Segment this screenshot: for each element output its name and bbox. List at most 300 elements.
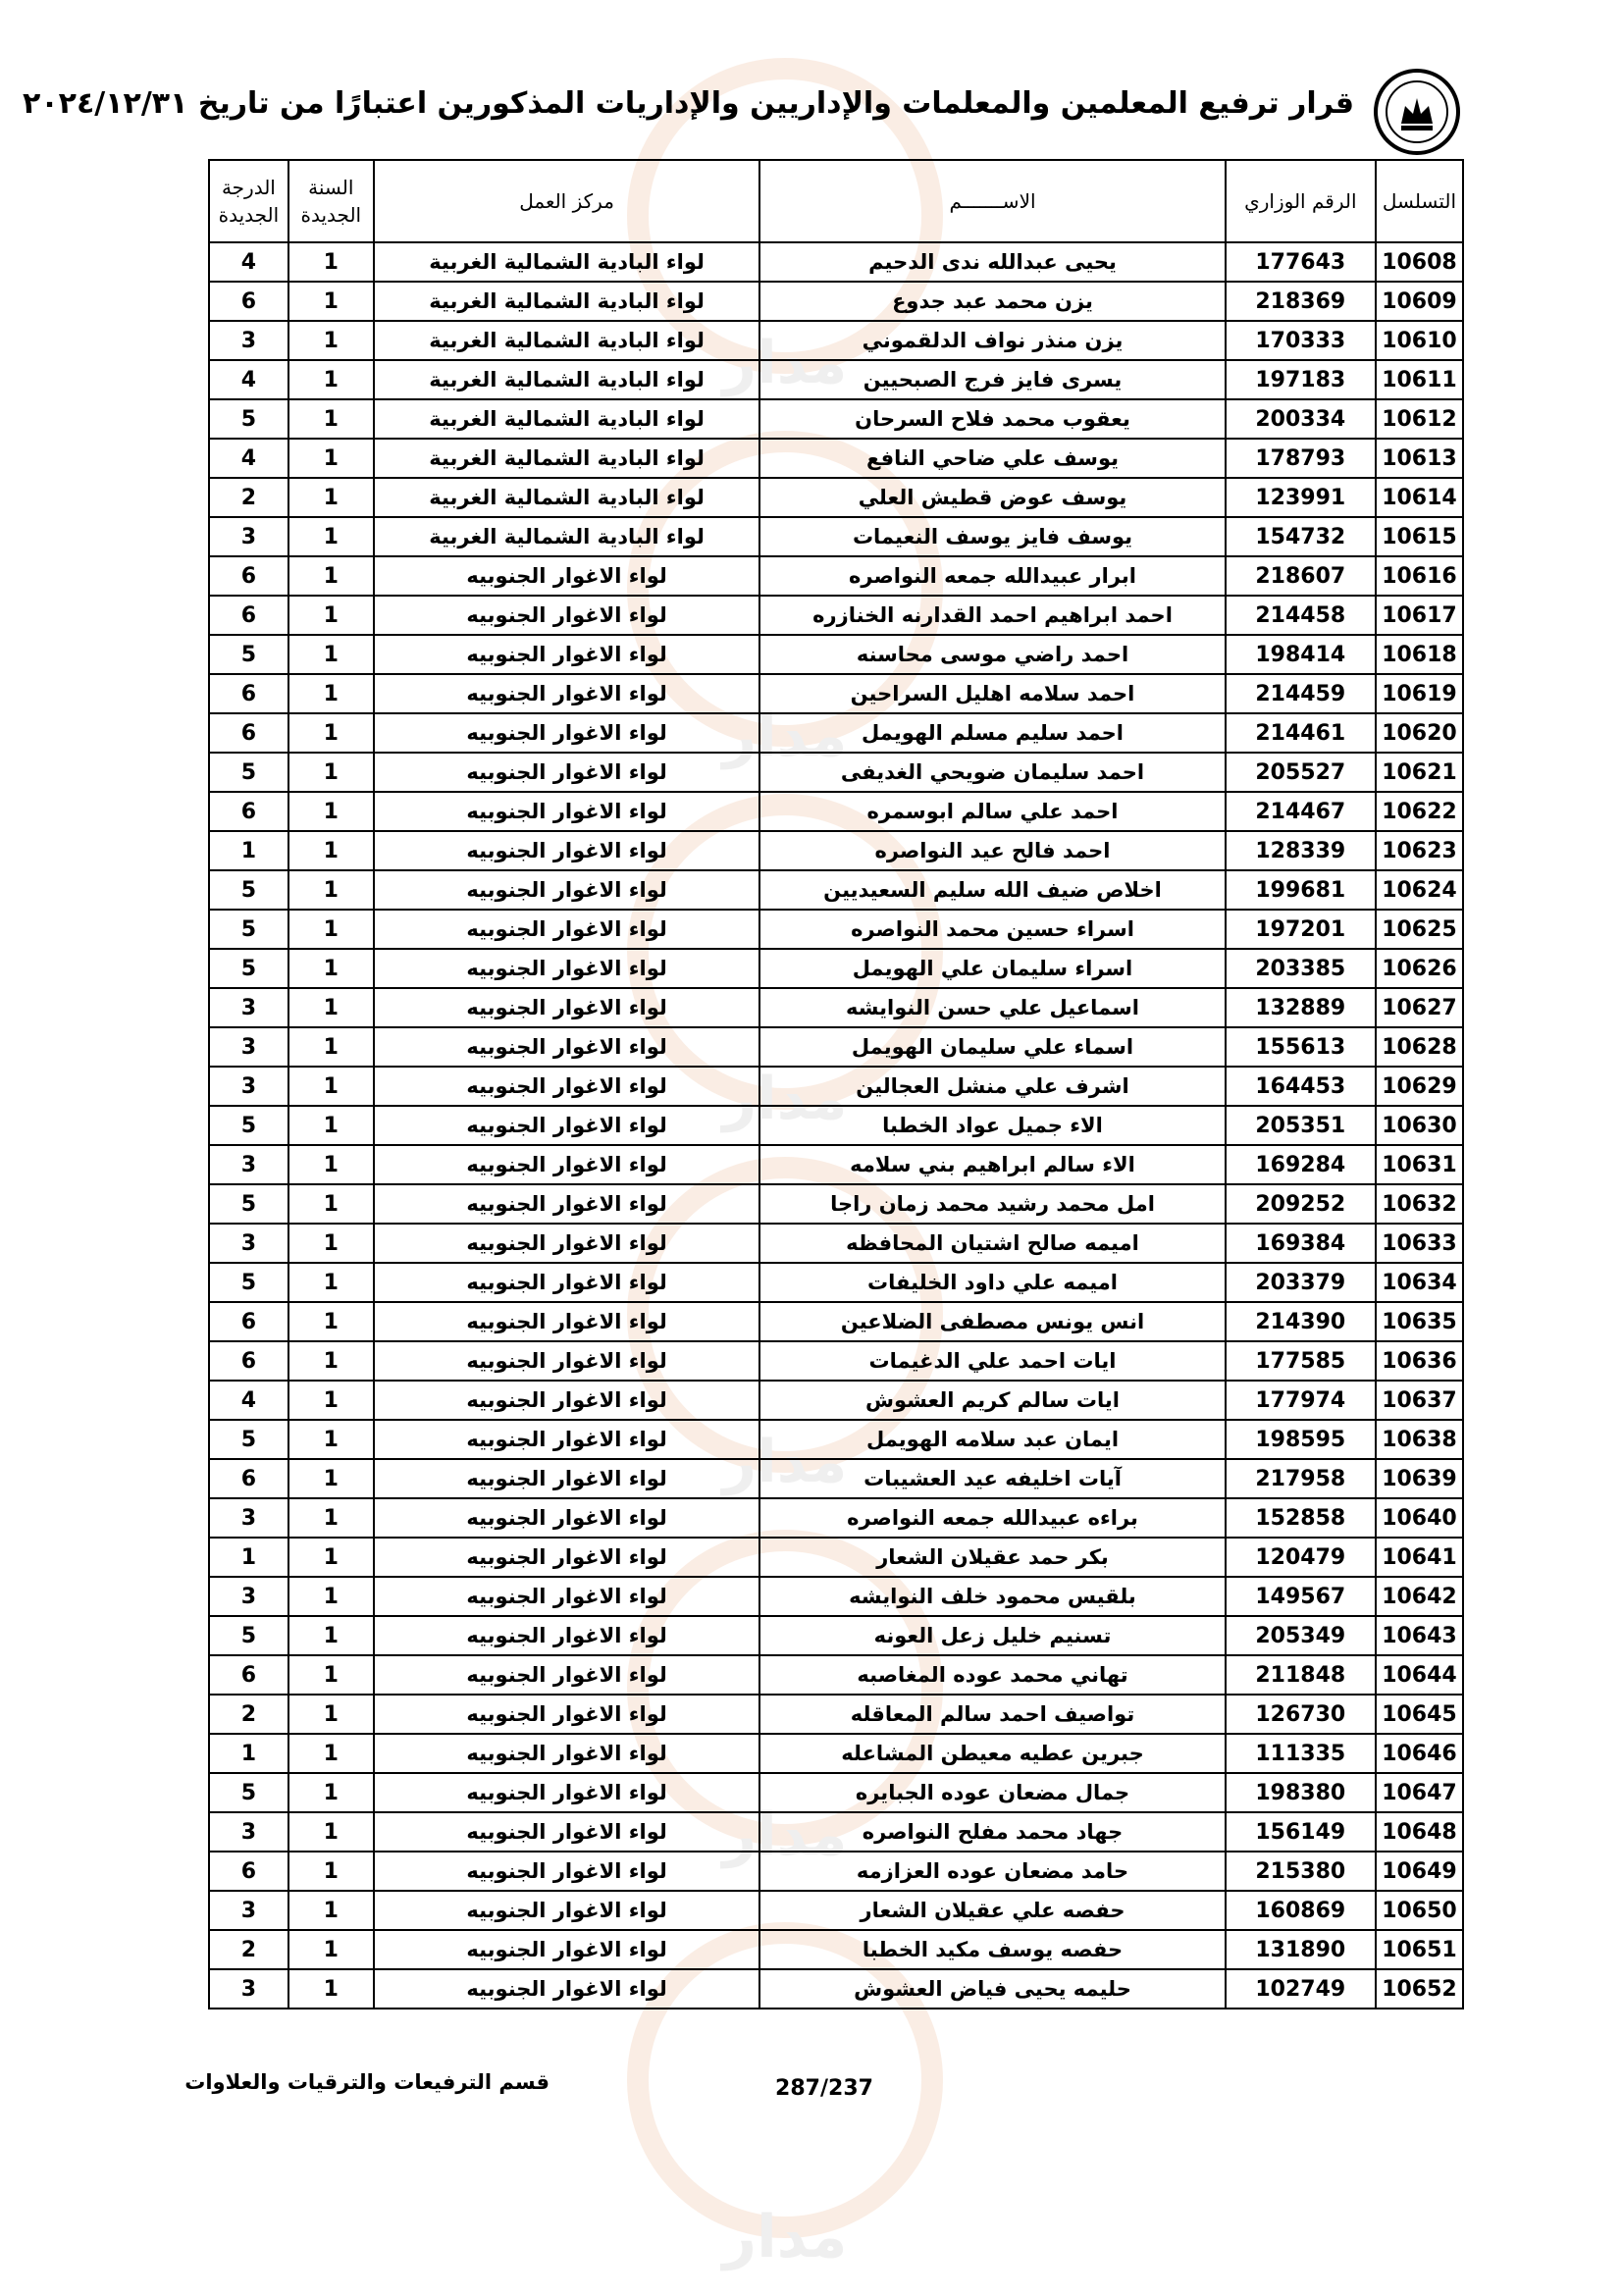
cell-serial: 10640 [1376,1498,1463,1538]
cell-new-grade: 6 [209,1302,288,1341]
cell-serial: 10628 [1376,1027,1463,1067]
cell-new-year: 1 [288,1616,374,1655]
table-row [209,1695,1463,1734]
document-header [23,67,1462,155]
cell-new-year: 1 [288,242,374,282]
ministry-emblem-icon [1372,67,1462,157]
cell-new-grade: 4 [209,439,288,478]
cell-serial: 10630 [1376,1106,1463,1145]
cell-new-grade: 5 [209,1420,288,1459]
column-header-work-center: مركز العمل [374,160,760,242]
cell-work-center: لواء البادية الشمالية الغربية [374,478,760,517]
cell-new-grade: 3 [209,1969,288,2009]
cell-work-center: لواء الاغوار الجنوبيه [374,753,760,792]
cell-new-grade: 5 [209,1263,288,1302]
cell-work-center: لواء الاغوار الجنوبيه [374,1498,760,1538]
cell-new-grade: 3 [209,1498,288,1538]
cell-work-center: لواء الاغوار الجنوبيه [374,1891,760,1930]
cell-work-center: لواء الاغوار الجنوبيه [374,870,760,910]
cell-new-grade: 5 [209,949,288,988]
cell-new-year: 1 [288,517,374,556]
cell-name: حامد مضعان عوده العزازمه [759,1852,1225,1891]
cell-work-center: لواء البادية الشمالية الغربية [374,439,760,478]
cell-work-center: لواء البادية الشمالية الغربية [374,517,760,556]
cell-new-grade: 1 [209,831,288,870]
department-name: قسم الترفيعات والترقيات والعلاوات [184,2070,549,2094]
cell-name: احمد فالح عيد النواصره [759,831,1225,870]
cell-new-year: 1 [288,1381,374,1420]
cell-ministry-no: 199681 [1226,870,1376,910]
cell-work-center: لواء الاغوار الجنوبيه [374,1773,760,1812]
cell-name: يزن منذر نواف الدلقموني [759,321,1225,360]
cell-serial: 10625 [1376,910,1463,949]
cell-serial: 10647 [1376,1773,1463,1812]
cell-name: يحيى عبدالله ندى الدحيم [759,242,1225,282]
cell-new-year: 1 [288,1812,374,1852]
table-row [209,1930,1463,1969]
cell-work-center: لواء البادية الشمالية الغربية [374,242,760,282]
table-row [209,1381,1463,1420]
cell-name: يوسف فايز يوسف النعيمات [759,517,1225,556]
cell-ministry-no: 152858 [1226,1498,1376,1538]
cell-ministry-no: 155613 [1226,1027,1376,1067]
cell-serial: 10634 [1376,1263,1463,1302]
cell-new-year: 1 [288,1184,374,1224]
cell-new-grade: 6 [209,1341,288,1381]
table-row [209,1145,1463,1184]
cell-new-grade: 3 [209,321,288,360]
cell-ministry-no: 177643 [1226,242,1376,282]
table-row [209,1341,1463,1381]
cell-work-center: لواء الاغوار الجنوبيه [374,713,760,753]
cell-serial: 10610 [1376,321,1463,360]
cell-ministry-no: 205351 [1226,1106,1376,1145]
cell-serial: 10651 [1376,1930,1463,1969]
cell-work-center: لواء الاغوار الجنوبيه [374,1341,760,1381]
svg-text:مدار: مدار [722,1800,848,1869]
cell-new-year: 1 [288,1655,374,1695]
cell-serial: 10616 [1376,556,1463,596]
table-row [209,478,1463,517]
table-row [209,399,1463,439]
cell-name: اسماء علي سليمان الهويمل [759,1027,1225,1067]
cell-new-grade: 6 [209,713,288,753]
svg-text:مدار: مدار [722,329,848,397]
cell-work-center: لواء الاغوار الجنوبيه [374,1969,760,2009]
page-title: قرار ترفيع المعلمين والمعلمات والإداريين والإداريات المذكورين اعتبارًا من تاريخ ٢٠٢٤/١٢/٣١ [23,86,1354,121]
cell-name: ايات سالم كريم العشوش [759,1381,1225,1420]
cell-serial: 10633 [1376,1224,1463,1263]
column-header-ministry-no: الرقم الوزاري [1226,160,1376,242]
cell-name: حفصه يوسف مكيد الخطبا [759,1930,1225,1969]
cell-work-center: لواء الاغوار الجنوبيه [374,792,760,831]
cell-name: اسراء سليمان علي الهويمل [759,949,1225,988]
table-header-row [209,160,1463,242]
table-row [209,674,1463,713]
cell-ministry-no: 169384 [1226,1224,1376,1263]
cell-ministry-no: 177585 [1226,1341,1376,1381]
cell-work-center: لواء الاغوار الجنوبيه [374,910,760,949]
cell-new-grade: 3 [209,517,288,556]
cell-ministry-no: 218369 [1226,282,1376,321]
cell-new-year: 1 [288,988,374,1027]
table-row [209,910,1463,949]
cell-serial: 10648 [1376,1812,1463,1852]
cell-work-center: لواء البادية الشمالية الغربية [374,321,760,360]
cell-serial: 10618 [1376,635,1463,674]
cell-new-year: 1 [288,674,374,713]
table-row [209,1184,1463,1224]
cell-ministry-no: 128339 [1226,831,1376,870]
cell-new-year: 1 [288,478,374,517]
cell-work-center: لواء الاغوار الجنوبيه [374,1302,760,1341]
table-row [209,1655,1463,1695]
table-body [209,242,1463,2009]
cell-name: جهاد محمد مفلح النواصره [759,1812,1225,1852]
cell-new-year: 1 [288,1538,374,1577]
cell-ministry-no: 149567 [1226,1577,1376,1616]
cell-ministry-no: 198414 [1226,635,1376,674]
page-number: 287/237 [775,2076,873,2101]
cell-work-center: لواء الاغوار الجنوبيه [374,596,760,635]
table-row [209,1577,1463,1616]
cell-serial: 10635 [1376,1302,1463,1341]
cell-name: ايمان عبد سلامه الهويمل [759,1420,1225,1459]
table-row [209,1538,1463,1577]
cell-work-center: لواء الاغوار الجنوبيه [374,1184,760,1224]
cell-new-year: 1 [288,1459,374,1498]
cell-work-center: لواء الاغوار الجنوبيه [374,1027,760,1067]
table-row [209,1459,1463,1498]
cell-work-center: لواء الاغوار الجنوبيه [374,1930,760,1969]
cell-name: براءه عبيدالله جمعه النواصره [759,1498,1225,1538]
column-header-new-year: السنة الجديدة [288,160,374,242]
column-header-name: الاســـــــم [759,160,1225,242]
cell-name: اسماعيل علي حسن النوايشه [759,988,1225,1027]
cell-work-center: لواء البادية الشمالية الغربية [374,282,760,321]
cell-new-grade: 6 [209,596,288,635]
cell-work-center: لواء الاغوار الجنوبيه [374,1852,760,1891]
cell-new-year: 1 [288,1420,374,1459]
cell-work-center: لواء الاغوار الجنوبيه [374,1420,760,1459]
cell-new-year: 1 [288,910,374,949]
cell-serial: 10636 [1376,1341,1463,1381]
table-row [209,949,1463,988]
cell-name: احمد سليم مسلم الهويمل [759,713,1225,753]
cell-work-center: لواء الاغوار الجنوبيه [374,1224,760,1263]
cell-new-year: 1 [288,949,374,988]
table-row [209,556,1463,596]
column-header-serial: التسلسل [1376,160,1463,242]
cell-new-year: 1 [288,1577,374,1616]
cell-ministry-no: 209252 [1226,1184,1376,1224]
cell-new-year: 1 [288,1930,374,1969]
cell-ministry-no: 169284 [1226,1145,1376,1184]
cell-ministry-no: 177974 [1226,1381,1376,1420]
cell-ministry-no: 198595 [1226,1420,1376,1459]
cell-new-grade: 6 [209,792,288,831]
table-row [209,1224,1463,1263]
cell-serial: 10620 [1376,713,1463,753]
cell-new-grade: 4 [209,242,288,282]
cell-name: يوسف علي ضاحي النافع [759,439,1225,478]
table-row [209,1812,1463,1852]
cell-new-grade: 6 [209,556,288,596]
table-row [209,1734,1463,1773]
cell-ministry-no: 132889 [1226,988,1376,1027]
cell-work-center: لواء الاغوار الجنوبيه [374,1067,760,1106]
cell-serial: 10621 [1376,753,1463,792]
cell-work-center: لواء الاغوار الجنوبيه [374,949,760,988]
cell-new-year: 1 [288,1145,374,1184]
cell-new-year: 1 [288,1067,374,1106]
cell-serial: 10624 [1376,870,1463,910]
cell-name: اميمه علي داود الخليفات [759,1263,1225,1302]
cell-serial: 10641 [1376,1538,1463,1577]
cell-ministry-no: 217958 [1226,1459,1376,1498]
cell-ministry-no: 211848 [1226,1655,1376,1695]
cell-work-center: لواء الاغوار الجنوبيه [374,1106,760,1145]
cell-ministry-no: 197183 [1226,360,1376,399]
cell-name: اميمه صالح اشتيان المحافظه [759,1224,1225,1263]
cell-name: احمد راضي موسى محاسنه [759,635,1225,674]
cell-serial: 10626 [1376,949,1463,988]
cell-work-center: لواء الاغوار الجنوبيه [374,635,760,674]
cell-serial: 10615 [1376,517,1463,556]
table-row [209,282,1463,321]
cell-new-grade: 5 [209,1106,288,1145]
cell-name: اشرف علي منشل العجالين [759,1067,1225,1106]
table-row [209,1302,1463,1341]
cell-new-year: 1 [288,439,374,478]
cell-serial: 10637 [1376,1381,1463,1420]
cell-serial: 10652 [1376,1969,1463,2009]
cell-serial: 10649 [1376,1852,1463,1891]
cell-new-year: 1 [288,635,374,674]
cell-ministry-no: 203385 [1226,949,1376,988]
cell-ministry-no: 102749 [1226,1969,1376,2009]
cell-name: ايات احمد علي الدغيمات [759,1341,1225,1381]
cell-ministry-no: 214458 [1226,596,1376,635]
cell-serial: 10642 [1376,1577,1463,1616]
cell-name: الاء سالم ابراهيم بني سلامه [759,1145,1225,1184]
cell-name: بكر حمد عقيلان الشعار [759,1538,1225,1577]
cell-new-grade: 5 [209,399,288,439]
table-row [209,713,1463,753]
cell-ministry-no: 164453 [1226,1067,1376,1106]
cell-name: انس يونس مصطفى الضلاعين [759,1302,1225,1341]
cell-new-grade: 6 [209,674,288,713]
svg-text:مدار: مدار [722,2203,848,2271]
cell-work-center: لواء الاغوار الجنوبيه [374,988,760,1027]
cell-new-year: 1 [288,1734,374,1773]
cell-new-year: 1 [288,1263,374,1302]
cell-serial: 10612 [1376,399,1463,439]
cell-ministry-no: 203379 [1226,1263,1376,1302]
cell-new-year: 1 [288,360,374,399]
cell-ministry-no: 123991 [1226,478,1376,517]
cell-new-year: 1 [288,1302,374,1341]
table-row [209,439,1463,478]
cell-name: جمال مضعان عوده الجبايره [759,1773,1225,1812]
cell-ministry-no: 170333 [1226,321,1376,360]
cell-ministry-no: 214459 [1226,674,1376,713]
cell-ministry-no: 120479 [1226,1538,1376,1577]
cell-serial: 10609 [1376,282,1463,321]
cell-new-grade: 1 [209,1734,288,1773]
cell-name: ابرار عبيدالله جمعه النواصره [759,556,1225,596]
cell-ministry-no: 178793 [1226,439,1376,478]
cell-serial: 10629 [1376,1067,1463,1106]
cell-new-grade: 5 [209,910,288,949]
cell-serial: 10644 [1376,1655,1463,1695]
cell-new-year: 1 [288,1891,374,1930]
cell-new-year: 1 [288,1498,374,1538]
cell-new-year: 1 [288,1773,374,1812]
cell-name: احمد علي سالم ابوسمره [759,792,1225,831]
cell-new-year: 1 [288,1106,374,1145]
cell-serial: 10608 [1376,242,1463,282]
cell-new-year: 1 [288,713,374,753]
cell-new-year: 1 [288,399,374,439]
cell-serial: 10650 [1376,1891,1463,1930]
cell-name: اخلاص ضيف الله سليم السعيديين [759,870,1225,910]
cell-name: يوسف عوض قطيش العلي [759,478,1225,517]
cell-name: جبرين عطيه معيطن المشاعله [759,1734,1225,1773]
cell-ministry-no: 197201 [1226,910,1376,949]
cell-ministry-no: 200334 [1226,399,1376,439]
cell-ministry-no: 215380 [1226,1852,1376,1891]
cell-name: حليمه يحيى فياض العشوش [759,1969,1225,2009]
svg-text:مدار: مدار [722,702,848,770]
cell-new-grade: 5 [209,635,288,674]
cell-serial: 10643 [1376,1616,1463,1655]
cell-work-center: لواء الاغوار الجنوبيه [374,831,760,870]
cell-ministry-no: 156149 [1226,1812,1376,1852]
cell-ministry-no: 111335 [1226,1734,1376,1773]
cell-work-center: لواء الاغوار الجنوبيه [374,1616,760,1655]
table-row [209,1616,1463,1655]
cell-name: احمد سليمان ضويحي الغديفى [759,753,1225,792]
cell-serial: 10619 [1376,674,1463,713]
cell-name: يزن محمد عبد جدوع [759,282,1225,321]
cell-new-grade: 3 [209,988,288,1027]
cell-ministry-no: 131890 [1226,1930,1376,1969]
cell-work-center: لواء الاغوار الجنوبيه [374,1734,760,1773]
cell-name: حفصه علي عقيلان الشعار [759,1891,1225,1930]
cell-new-grade: 3 [209,1027,288,1067]
table-row [209,1773,1463,1812]
cell-new-grade: 2 [209,1930,288,1969]
cell-name: اسراء حسين محمد النواصره [759,910,1225,949]
table-row [209,1891,1463,1930]
cell-new-grade: 6 [209,1655,288,1695]
cell-ministry-no: 214390 [1226,1302,1376,1341]
table-row [209,831,1463,870]
cell-serial: 10613 [1376,439,1463,478]
cell-new-year: 1 [288,596,374,635]
cell-new-grade: 3 [209,1224,288,1263]
cell-serial: 10622 [1376,792,1463,831]
table-row [209,1498,1463,1538]
cell-work-center: لواء الاغوار الجنوبيه [374,1263,760,1302]
cell-new-grade: 3 [209,1067,288,1106]
cell-new-grade: 5 [209,1773,288,1812]
cell-ministry-no: 205349 [1226,1616,1376,1655]
cell-name: يسرى فايز فرج الصبحيين [759,360,1225,399]
cell-name: الاء جميل عواد الخطبا [759,1106,1225,1145]
table-row [209,1420,1463,1459]
cell-new-grade: 5 [209,1184,288,1224]
cell-work-center: لواء الاغوار الجنوبيه [374,674,760,713]
cell-new-grade: 2 [209,1695,288,1734]
cell-new-grade: 5 [209,1616,288,1655]
table-row [209,1106,1463,1145]
cell-new-year: 1 [288,870,374,910]
cell-work-center: لواء الاغوار الجنوبيه [374,1655,760,1695]
cell-new-grade: 6 [209,1852,288,1891]
table-row [209,1263,1463,1302]
cell-ministry-no: 205527 [1226,753,1376,792]
cell-ministry-no: 154732 [1226,517,1376,556]
column-header-new-grade: الدرجة الجديدة [209,160,288,242]
cell-new-grade: 6 [209,1459,288,1498]
cell-new-year: 1 [288,1695,374,1734]
cell-ministry-no: 214461 [1226,713,1376,753]
table-row [209,242,1463,282]
table-row [209,596,1463,635]
table-row [209,635,1463,674]
cell-serial: 10632 [1376,1184,1463,1224]
cell-name: امل محمد رشيد محمد زمان راجا [759,1184,1225,1224]
cell-serial: 10611 [1376,360,1463,399]
cell-new-year: 1 [288,1341,374,1381]
cell-serial: 10627 [1376,988,1463,1027]
cell-serial: 10617 [1376,596,1463,635]
table-row [209,870,1463,910]
svg-text:مدار: مدار [722,1065,848,1133]
table-row [209,1969,1463,2009]
cell-new-grade: 4 [209,360,288,399]
cell-name: تسنيم خليل زعل العونه [759,1616,1225,1655]
cell-new-year: 1 [288,556,374,596]
cell-work-center: لواء الاغوار الجنوبيه [374,1812,760,1852]
svg-text:مدار: مدار [722,1428,848,1496]
cell-serial: 10623 [1376,831,1463,870]
cell-ministry-no: 198380 [1226,1773,1376,1812]
cell-work-center: لواء الاغوار الجنوبيه [374,1695,760,1734]
cell-new-grade: 5 [209,870,288,910]
cell-work-center: لواء الاغوار الجنوبيه [374,1145,760,1184]
cell-serial: 10638 [1376,1420,1463,1459]
cell-work-center: لواء الاغوار الجنوبيه [374,1538,760,1577]
cell-name: يعقوب محمد فلاح السرحان [759,399,1225,439]
table-row [209,360,1463,399]
table-row [209,517,1463,556]
cell-new-grade: 2 [209,478,288,517]
table-row [209,321,1463,360]
table-row [209,753,1463,792]
cell-work-center: لواء الاغوار الجنوبيه [374,1459,760,1498]
cell-serial: 10614 [1376,478,1463,517]
cell-new-grade: 6 [209,282,288,321]
cell-name: تواصيف احمد سالم المعاقله [759,1695,1225,1734]
cell-new-year: 1 [288,1027,374,1067]
cell-serial: 10639 [1376,1459,1463,1498]
cell-ministry-no: 218607 [1226,556,1376,596]
cell-work-center: لواء البادية الشمالية الغربية [374,360,760,399]
cell-ministry-no: 126730 [1226,1695,1376,1734]
